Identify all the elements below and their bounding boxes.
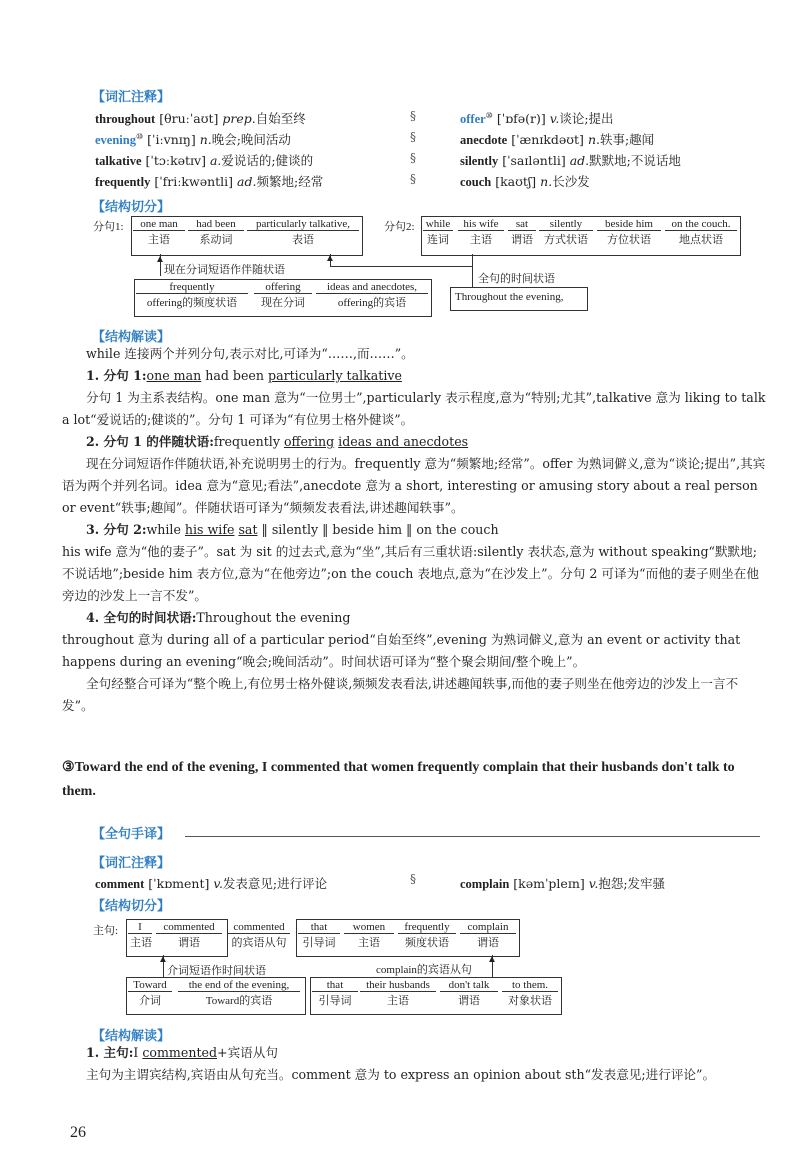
obj-cell: to them. 对象状语 xyxy=(502,979,558,1008)
clause2-cell: silently 方式状语 xyxy=(539,218,593,247)
column-divider: § § § § xyxy=(410,109,416,186)
main-cell: women 主语 xyxy=(344,921,394,950)
vocab-item: frequently [ˈfriːkwəntli] ad.频繁地;经常 xyxy=(95,174,324,189)
analysis-heading-3: 3. 分句 2:while his wife sat ‖ silently ‖ beside him ‖ on the couch xyxy=(86,522,499,537)
obj-cell: don't talk 谓语 xyxy=(440,979,498,1008)
clause2-label: 分句2: xyxy=(384,221,415,233)
vocab-header: 【词汇注释】 xyxy=(92,90,171,105)
participle-note: 现在分词短语作伴随状语 xyxy=(164,264,285,276)
main-cell: commented 谓语 xyxy=(156,921,222,950)
vocab-item: evening⑩ [ˈiːvnɪŋ] n.晚会;晚间活动 xyxy=(95,131,291,147)
clause2-cell: sat 谓语 xyxy=(508,218,536,247)
clause2-cell: his wife 主语 xyxy=(458,218,504,247)
analysis-text-4: throughout 意为 during all of a particular period“自始至终”,evening 为熟词僻义,意为 an event or activity that happens during an evening“晚会;晚间活动”。时间状语可译为“整个聚会期间/整个晚上”。 xyxy=(62,632,741,669)
analysis-text-3: his wife 意为“他的妻子”。sat 为 sit 的过去式,意为“坐”,其后有三重状语:silently 表状态,意为 without speaking“默默地;不说话地”;beside him 表方位,意为“在他旁边”;on the couch 表地点,意为“在沙发上”。分句 2 可译为“而他的妻子则坐在他旁边的沙发上一言不发”。 xyxy=(62,544,759,603)
arrow-up-icon: ▲ xyxy=(158,954,168,965)
column-divider: § xyxy=(410,872,416,886)
arrow-up-icon: ▲ xyxy=(487,954,497,965)
main-cell: frequently 频度状语 xyxy=(398,921,456,950)
participle-cell: frequently offering的频度状语 xyxy=(136,281,248,310)
vocab-item: anecdote [ˈænɪkdəʊt] n.轶事;趣闻 xyxy=(460,132,655,147)
main-clause-label: 主句: xyxy=(93,925,119,937)
connector xyxy=(330,266,472,267)
vocab-item: silently [ˈsaɪləntli] ad.默默地;不说话地 xyxy=(460,153,681,168)
clause1-label: 分句1: xyxy=(93,221,124,233)
vocab-item: couch [kaʊtʃ] n.长沙发 xyxy=(460,174,590,189)
clause2-cell: on the couch. 地点状语 xyxy=(665,218,737,247)
analysis-text-1: 分句 1 为主系表结构。one man 意为“一位男士”,particularly 表示程度,意为“特别;尤其”,talkative 意为 liking to talk a lot“爱说话的;健谈的”。分句 1 可译为“有位男士格外健谈”。 xyxy=(62,390,766,427)
struct-header-2: 【结构切分】 xyxy=(92,899,171,914)
main-cell: I 主语 xyxy=(130,921,152,949)
summary-text: 全句经整合可译为“整个晚上,有位男士格外健谈,频频发表看法,讲述趣闻轶事,而他的妻子则坐在他旁边的沙发上一言不发”。 xyxy=(62,676,739,713)
vocab-item: talkative [ˈtɔːkətɪv] a.爱说话的;健谈的 xyxy=(95,153,314,168)
clause1-cell: particularly talkative, 表语 xyxy=(247,218,359,247)
analysis-text-2: 现在分词短语作伴随状语,补充说明男士的行为。frequently 意为“频繁地;经常”。offer 为熟词僻义,意为“谈论;提出”,其宾语为两个并列名词。idea 意为“意见;看法”,anecdote 意为 a short, interesting or amusing story about a real person or event“轶事;趣闻”。伴随状语可译为“频频发表看法,讲述趣闻轶事”。 xyxy=(62,456,766,515)
analysis-text-main: 主句为主谓宾结构,宾语由从句充当。comment 意为 to express an opinion about sth“发表意见;进行评论”。 xyxy=(86,1067,716,1082)
connector xyxy=(472,266,473,288)
main-cell: commented 的宾语从句 xyxy=(228,921,290,950)
connector xyxy=(472,254,473,266)
vocab-item: complain [kəmˈpleɪn] v.抱怨;发牢骚 xyxy=(460,876,666,891)
arrow-up-icon: ▲ xyxy=(155,254,165,265)
page-number: 26 xyxy=(70,1124,86,1141)
clause1-cell: one man 主语 xyxy=(133,218,185,247)
analysis-header-2: 【结构解读】 xyxy=(92,1029,171,1044)
participle-cell: offering 现在分词 xyxy=(254,281,312,310)
intro-text: while 连接两个并列分句,表示对比,可译为“……,而……”。 xyxy=(86,346,414,361)
vocab-item: offer⑩ [ˈɒfə(r)] v.谈论;提出 xyxy=(460,110,614,126)
main-cell: that 引导词 xyxy=(298,921,340,950)
prep-note: 介词短语作时间状语 xyxy=(167,965,266,977)
analysis-body xyxy=(62,343,767,717)
analysis-heading-1: 1. 分句 1:one man had been particularly talkative xyxy=(86,368,402,383)
participle-cell: ideas and anecdotes, offering的宾语 xyxy=(316,281,428,310)
obj-cell: that 引导词 xyxy=(312,979,358,1008)
translation-header: 【全句手译】 xyxy=(92,827,171,842)
clause2-cell: while 连词 xyxy=(423,218,453,247)
time-phrase: Throughout the evening, xyxy=(455,291,564,303)
clause1-cell: had been 系动词 xyxy=(188,218,244,247)
vocab-header-2: 【词汇注释】 xyxy=(92,856,171,871)
time-note: 全句的时间状语 xyxy=(478,273,555,285)
vocab-item: comment [ˈkɒment] v.发表意见;进行评论 xyxy=(95,876,328,891)
analysis-body-2 xyxy=(62,1042,772,1086)
analysis-heading-main: 1. 主句:I commented+宾语从句 xyxy=(86,1045,278,1060)
analysis-heading-4: 4. 全句的时间状语:Throughout the evening xyxy=(86,610,351,625)
analysis-header: 【结构解读】 xyxy=(92,330,171,345)
vocab-item: throughout [θruːˈaʊt] prep.自始至终 xyxy=(95,111,306,126)
struct-header: 【结构切分】 xyxy=(92,200,171,215)
prep-cell: Toward 介词 xyxy=(128,979,172,1008)
analysis-heading-2: 2. 分句 1 的伴随状语:frequently offering ideas and anecdotes xyxy=(86,434,469,449)
clause2-cell: beside him 方位状语 xyxy=(597,218,661,247)
sentence-3: ③Toward the end of the evening, I commented that women frequently complain that their husbands don't talk to them. xyxy=(62,760,735,799)
prep-cell: the end of the evening, Toward的宾语 xyxy=(178,979,300,1008)
main-cell: complain 谓语 xyxy=(460,921,516,950)
translation-blank xyxy=(185,836,760,837)
obj-note: complain的宾语从句 xyxy=(376,964,472,976)
arrow-up-icon: ▲ xyxy=(325,253,335,264)
obj-cell: their husbands 主语 xyxy=(360,979,436,1008)
